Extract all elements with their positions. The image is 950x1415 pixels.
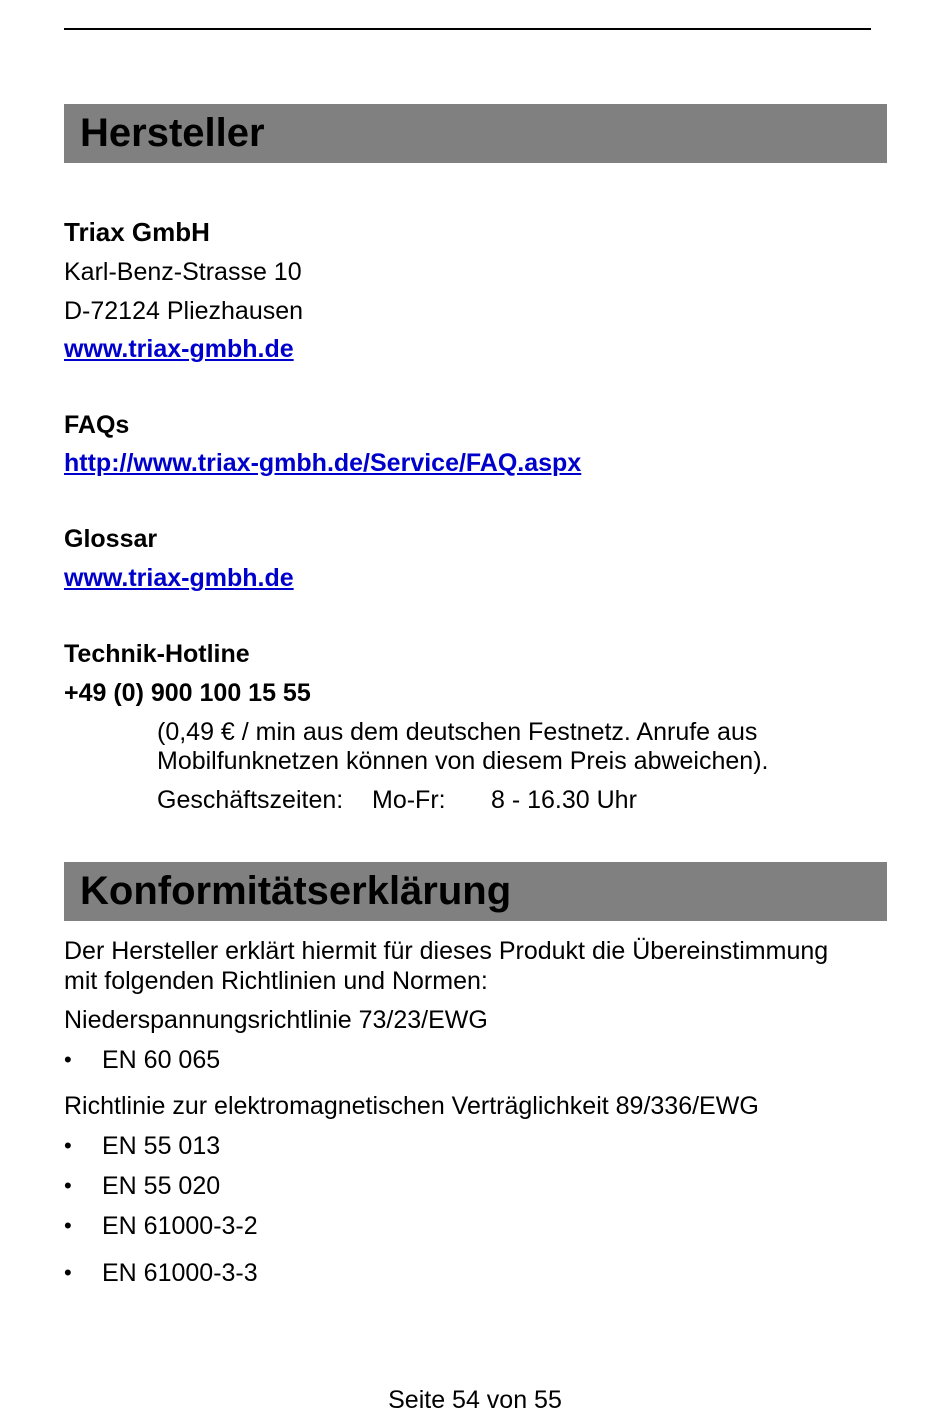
address-street: Karl-Benz-Strasse 10 xyxy=(64,258,302,286)
section-heading-hersteller: Hersteller xyxy=(64,104,887,163)
business-hours-time: 8 - 16.30 Uhr xyxy=(491,786,637,814)
business-hours-label: Geschäftszeiten: xyxy=(157,786,344,814)
bullet-icon: • xyxy=(64,1133,72,1158)
standard-item: EN 55 013 xyxy=(102,1132,221,1160)
standard-item: EN 55 020 xyxy=(102,1172,221,1200)
bullet-icon: • xyxy=(64,1047,72,1072)
address-city: D-72124 Pliezhausen xyxy=(64,297,304,325)
company-name: Triax GmbH xyxy=(64,217,210,247)
conformity-intro-line1: Der Hersteller erklärt hiermit für dieses Produkt die Übereinstimmung xyxy=(64,937,829,965)
website-link[interactable]: www.triax-gmbh.de xyxy=(64,335,294,363)
directive-emc: Richtlinie zur elektromagnetischen Verträglichkeit 89/336/EWG xyxy=(64,1092,759,1120)
top-rule xyxy=(64,28,871,30)
hotline-phone: +49 (0) 900 100 15 55 xyxy=(64,679,311,707)
faqs-label: FAQs xyxy=(64,411,130,439)
hotline-label: Technik-Hotline xyxy=(64,640,250,668)
faq-link[interactable]: http://www.triax-gmbh.de/Service/FAQ.aspx xyxy=(64,449,582,477)
glossary-link[interactable]: www.triax-gmbh.de xyxy=(64,564,294,592)
directive-low-voltage: Niederspannungsrichtlinie 73/23/EWG xyxy=(64,1006,488,1034)
bullet-icon: • xyxy=(64,1213,72,1238)
page-number: Seite 54 von 55 xyxy=(388,1386,562,1414)
glossary-label: Glossar xyxy=(64,525,158,553)
hotline-price-line2: Mobilfunknetzen können von diesem Preis abweichen). xyxy=(157,747,769,775)
bullet-icon: • xyxy=(64,1260,72,1285)
standard-item: EN 61000-3-2 xyxy=(102,1212,258,1240)
standard-item: EN 61000-3-3 xyxy=(102,1259,258,1287)
section-heading-konformitaet: Konformitätserklärung xyxy=(64,862,887,921)
standard-item: EN 60 065 xyxy=(102,1046,221,1074)
business-hours-days: Mo-Fr: xyxy=(372,786,446,814)
bullet-icon: • xyxy=(64,1173,72,1198)
hotline-price-line1: (0,49 € / min aus dem deutschen Festnetz. Anrufe aus xyxy=(157,718,758,746)
conformity-intro-line2: mit folgenden Richtlinien und Normen: xyxy=(64,967,488,995)
